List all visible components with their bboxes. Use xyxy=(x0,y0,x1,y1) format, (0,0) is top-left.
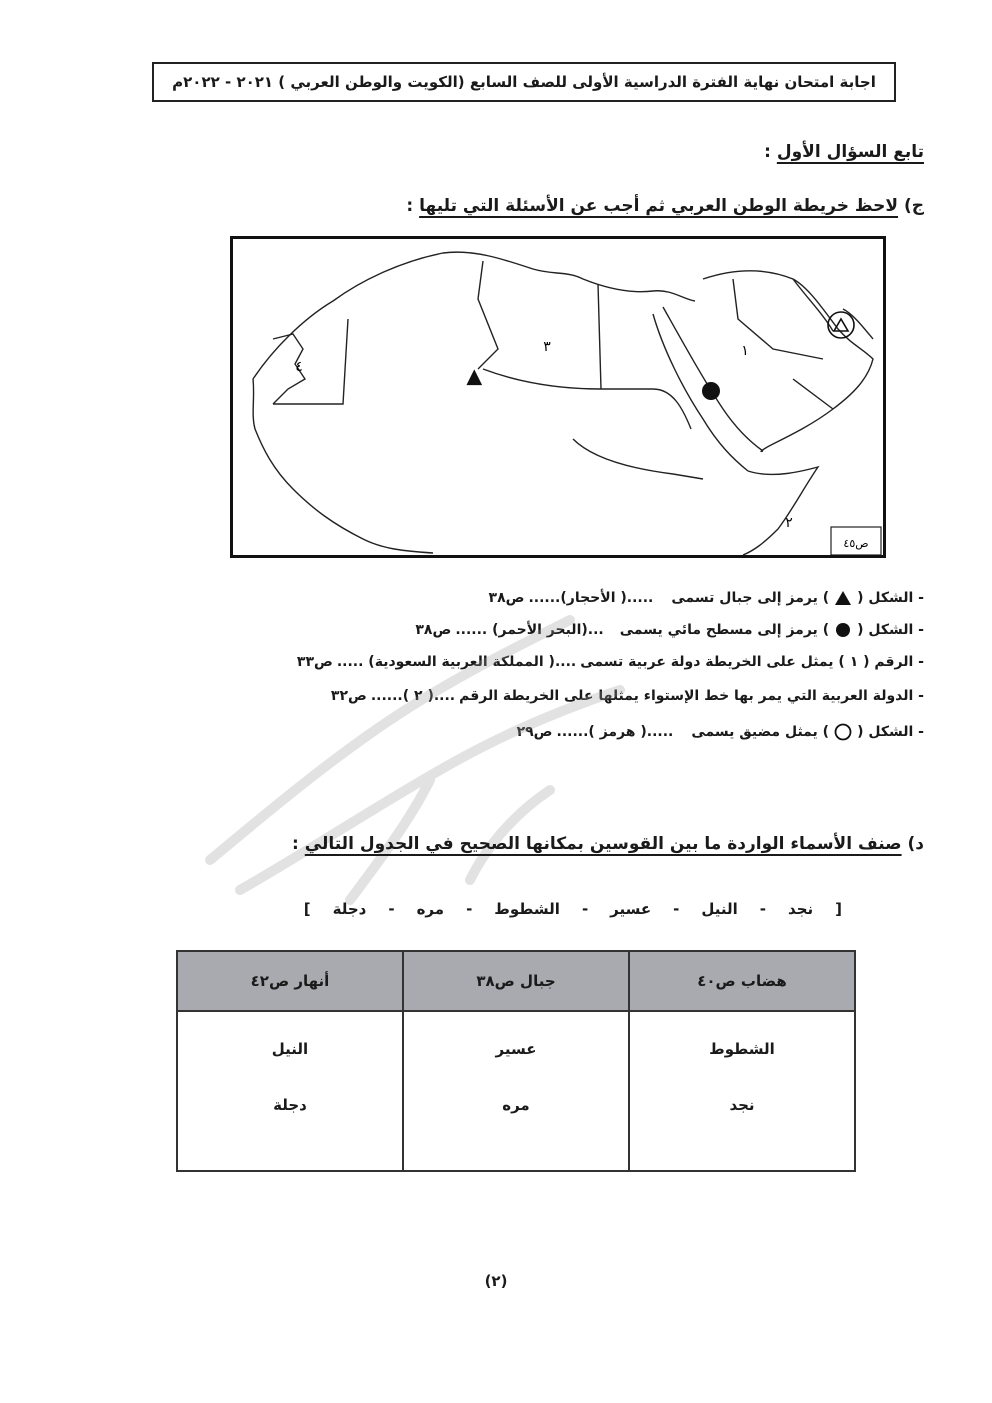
horn-of-africa xyxy=(743,467,818,555)
triangle-icon xyxy=(466,369,482,385)
section-d-text: صنف الأسماء الواردة ما بين القوسين بمكانها الصحيح في الجدول التالي xyxy=(304,834,902,854)
name-item: دجلة xyxy=(332,900,367,918)
q2-suffix: ) يرمز إلى مسطح مائي يسمى xyxy=(619,622,830,638)
border-south-sudan xyxy=(573,439,703,479)
name-separator: - xyxy=(581,900,589,918)
q1-ref: ص٣٨ xyxy=(488,590,525,606)
map-label-2: ٢ xyxy=(785,515,793,531)
name-item: نجد xyxy=(788,900,814,918)
table-cell: دجلة xyxy=(273,1096,307,1114)
q3-prefix: - الرقم ( ١ ) يمثل على الخريطة دولة عربية تسمى xyxy=(580,654,924,670)
q2-answer: ...(البحر الأحمر) ...... xyxy=(455,622,604,638)
name-separator: - xyxy=(759,900,767,918)
name-item: النيل xyxy=(701,900,738,918)
section-c-title xyxy=(406,196,924,216)
section-d-colon: : xyxy=(292,834,299,854)
section-c-colon: : xyxy=(406,196,414,216)
exam-header-title: اجابة امتحان نهاية الفترة الدراسية الأولى للصف السابع (الكويت والوطن العربي ) ٢٠٢١ - ٢٠٢٢م xyxy=(172,73,876,91)
table-row xyxy=(177,1011,855,1171)
table-cell: النيل xyxy=(271,1040,309,1058)
question-4 xyxy=(331,688,924,704)
q5-answer: .....( هرمز )...... xyxy=(556,724,674,740)
name-separator: - xyxy=(673,900,680,918)
question-5 xyxy=(517,722,924,742)
section-d-letter: د) xyxy=(907,834,924,854)
column-plateaus xyxy=(629,1011,855,1171)
header-rivers: أنهار ص٤٢ xyxy=(177,951,403,1011)
q5-ref: ص٢٩ xyxy=(516,724,553,740)
arab-world-map xyxy=(230,236,886,558)
table-cell: الشطوط xyxy=(709,1040,775,1058)
q1-suffix: ) يرمز إلى جبال تسمى xyxy=(671,590,830,606)
name-item: عسير xyxy=(610,900,652,918)
scale-text: ص٤٥ xyxy=(843,537,869,550)
column-mountains xyxy=(403,1011,629,1171)
section-c-letter: ج) xyxy=(903,196,924,216)
map-label-1: ١ xyxy=(741,343,749,359)
border-mauritania xyxy=(273,319,348,404)
watermark-graphic xyxy=(150,560,670,940)
circled-triangle-icon xyxy=(828,312,854,338)
bracket-open: [ xyxy=(835,900,842,918)
name-separator: - xyxy=(466,900,473,918)
triangle-icon xyxy=(833,588,853,608)
classification-table xyxy=(176,950,856,1172)
name-item: الشطوط xyxy=(494,900,560,918)
name-item: مره xyxy=(416,900,445,918)
map-svg xyxy=(233,239,883,555)
q1-answer: .....( الأحجار)...... xyxy=(528,590,654,606)
header-plateaus: هضاب ص٤٠ xyxy=(629,951,855,1011)
section-d-title xyxy=(292,834,924,854)
q2-prefix: - الشكل ( xyxy=(857,622,924,638)
section-title-1 xyxy=(764,142,924,162)
section-title-1-text: تابع السؤال الأول xyxy=(776,142,924,162)
circle-filled-icon xyxy=(833,620,853,640)
border-libya-egypt xyxy=(598,284,601,389)
map-label-3: ٣ xyxy=(543,339,551,355)
q4-ref: ص٣٢ xyxy=(330,688,367,704)
map-label-4: ٤ xyxy=(295,359,303,375)
q3-ref: ص٣٣ xyxy=(296,654,333,670)
names-list xyxy=(304,900,842,918)
table-cell: عسير xyxy=(495,1040,537,1058)
column-rivers xyxy=(177,1011,403,1171)
q5-suffix: ) يمثل مضيق يسمى xyxy=(691,724,830,740)
q4-answer: ....( ٢ )...... xyxy=(370,688,456,704)
bracket-close: ] xyxy=(303,900,311,918)
red-sea-east xyxy=(663,307,763,451)
q1-prefix: - الشكل ( xyxy=(857,590,924,606)
circle-filled-icon xyxy=(702,382,720,400)
table-cell: نجد xyxy=(729,1096,755,1114)
north-africa-coast xyxy=(253,252,695,379)
section-c-text: لاحظ خريطة الوطن العربي ثم أجب عن الأسئلة التي تليها xyxy=(419,196,899,216)
border-algeria-libya xyxy=(478,261,498,369)
q5-prefix: - الشكل ( xyxy=(857,724,924,740)
page-number: (٢) xyxy=(484,1272,508,1290)
west-africa-coast xyxy=(253,379,433,553)
table-header-row xyxy=(177,951,855,1011)
question-3 xyxy=(297,654,924,670)
circle-outline-icon xyxy=(833,722,853,742)
q3-answer: ....( المملكة العربية السعودية) ..... xyxy=(336,654,577,670)
question-2 xyxy=(415,620,924,640)
question-1 xyxy=(489,588,924,608)
name-separator: - xyxy=(388,900,395,918)
header-mountains: جبال ص٣٨ xyxy=(403,951,629,1011)
border-sudan xyxy=(483,369,691,429)
exam-header xyxy=(152,62,896,102)
arabia-coast xyxy=(703,271,873,452)
q4-prefix: - الدولة العربية التي يمر بها خط الإستواء يمثلها على الخريطة الرقم xyxy=(459,688,924,704)
table-cell: مره xyxy=(502,1096,530,1114)
section-title-1-colon: : xyxy=(764,142,771,162)
q2-ref: ص٣٨ xyxy=(415,622,452,638)
